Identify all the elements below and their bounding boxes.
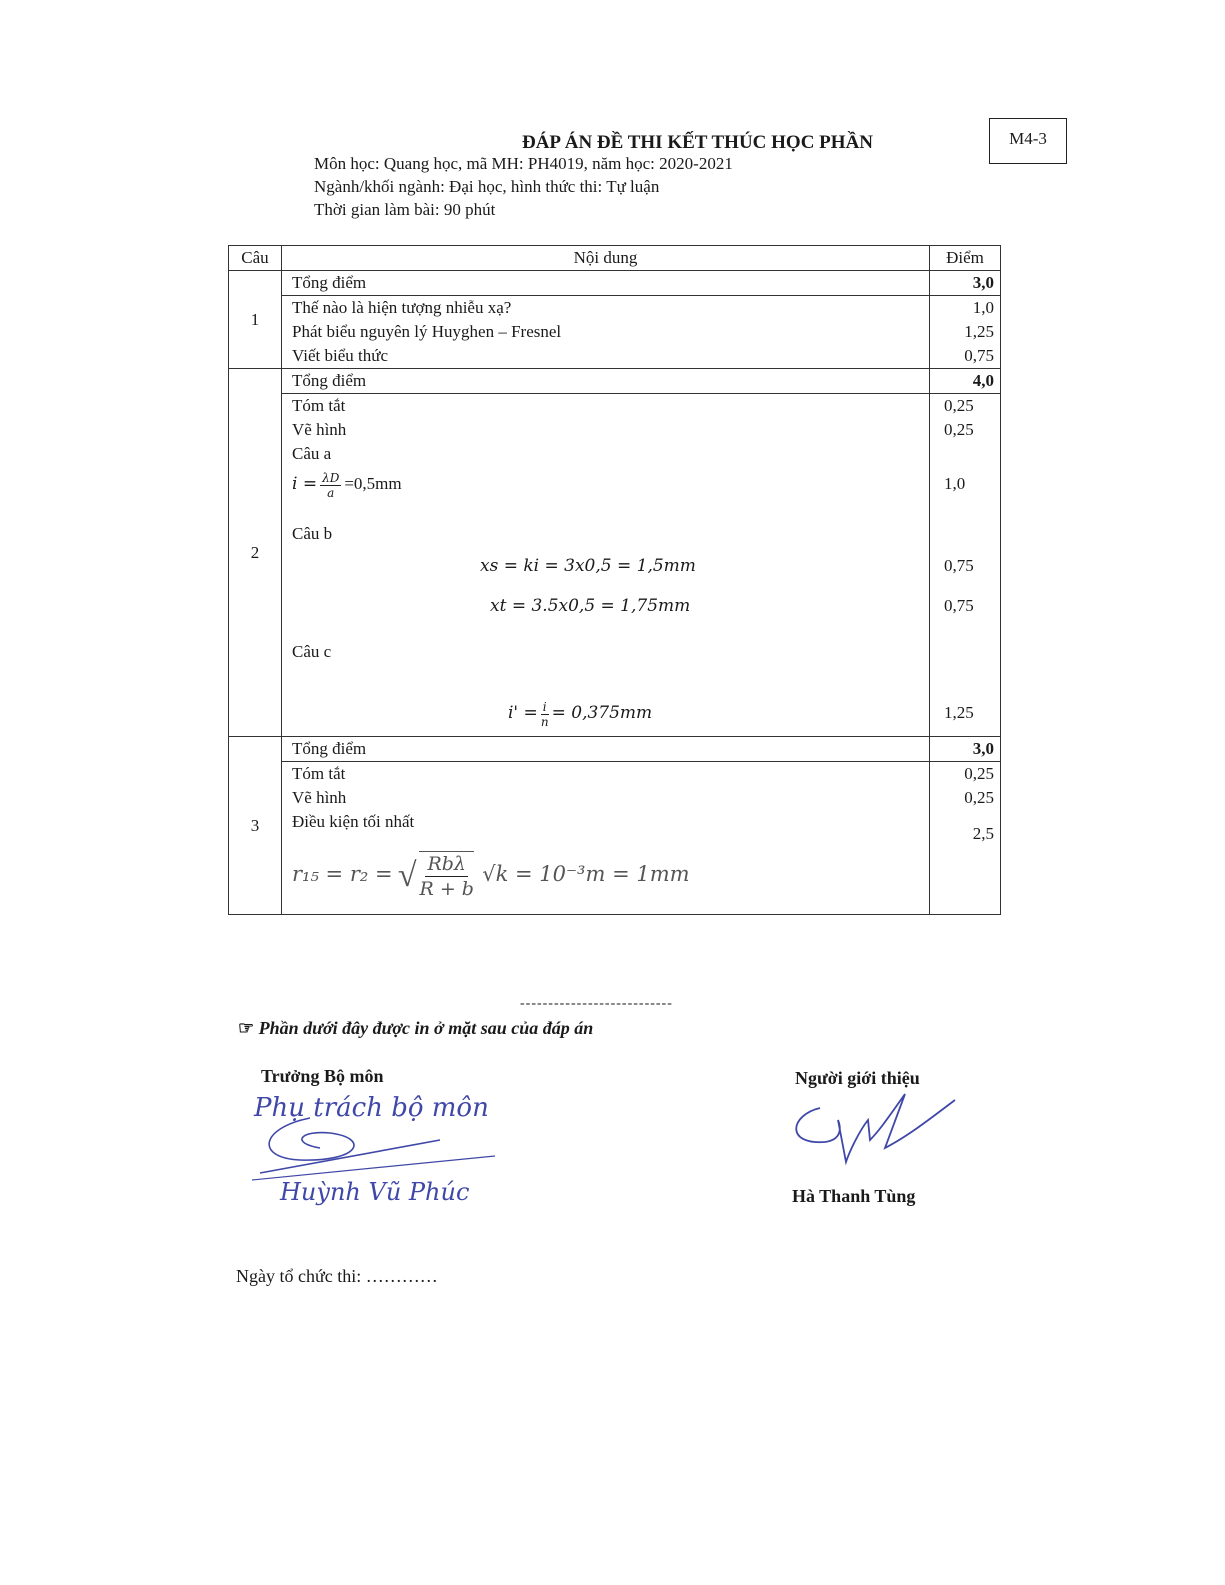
q3-f-rhs: √k = 10⁻³m = 1mm xyxy=(482,862,690,886)
q3-line-1: Tóm tắt xyxy=(292,764,346,783)
q2-fa-num: λD xyxy=(322,470,340,485)
left-handwritten-signature xyxy=(250,1088,510,1218)
left-hw-1: Phụ trách bộ môn xyxy=(254,1093,489,1123)
q2-fa-den: a xyxy=(327,485,335,500)
q3-total-label: Tổng điểm xyxy=(282,737,929,762)
header-points: Điểm xyxy=(930,246,1001,271)
q2-formula-c xyxy=(282,690,929,736)
q2-formula-a xyxy=(282,466,929,502)
q3-points-3: 2,5 xyxy=(972,824,994,843)
q3-total: 3,0 xyxy=(930,737,1000,762)
q3-f-frac xyxy=(419,851,473,901)
table-header-row xyxy=(229,246,1001,271)
q2-formula-b1: xs = ki = 3x0,5 = 1,5mm xyxy=(480,556,696,576)
pointing-hand-icon: ☞ xyxy=(238,1018,255,1038)
q2-fc-frac xyxy=(541,700,549,729)
answer-table xyxy=(228,245,1001,915)
header-content: Nội dung xyxy=(282,246,930,271)
back-side-note xyxy=(238,1018,593,1039)
header-cau: Câu xyxy=(229,246,282,271)
question-1-points xyxy=(930,271,1001,369)
q2-fc-rhs: = 0,375mm xyxy=(551,703,653,723)
back-side-note-text: Phần dưới đây được in ở mặt sau của đáp án xyxy=(258,1018,594,1038)
q2-fa-frac xyxy=(320,471,341,500)
question-2-row xyxy=(229,369,1001,737)
question-3-number: 3 xyxy=(229,737,282,915)
q2-line-2: Vẽ hình xyxy=(292,420,347,439)
q1-points-2: 1,25 xyxy=(964,322,994,341)
q2-points-1: 0,25 xyxy=(944,396,974,415)
q3-line-3: Điều kiện tối nhất xyxy=(292,812,415,831)
q2-fa-lhs: i = xyxy=(292,474,318,494)
q1-line-3: Viết biểu thức xyxy=(292,346,388,365)
q1-total-label: Tổng điểm xyxy=(282,271,929,296)
divider-dashes: --------------------------- xyxy=(520,996,673,1011)
question-3-points xyxy=(930,737,1001,915)
q1-line-2: Phát biểu nguyên lý Huyghen – Fresnel xyxy=(292,322,562,341)
q2-fc-num: i xyxy=(542,699,547,714)
q1-total: 3,0 xyxy=(930,271,1000,296)
q2-points-5: 0,75 xyxy=(944,596,974,615)
title-wrap xyxy=(0,132,1225,154)
right-signature-label: Người giới thiệu xyxy=(795,1068,920,1088)
q2-fa-rhs: =0,5mm xyxy=(344,474,402,493)
q2-total: 4,0 xyxy=(930,369,1000,394)
question-3-row xyxy=(229,737,1001,915)
exam-date-line: Ngày tổ chức thi: ………… xyxy=(236,1266,438,1286)
question-2-content xyxy=(282,369,930,737)
question-2-number: 2 xyxy=(229,369,282,737)
left-signature-label: Trưởng Bộ môn xyxy=(261,1066,384,1086)
q2-points-2: 0,25 xyxy=(944,420,974,439)
q2-line-1: Tóm tắt xyxy=(292,396,346,415)
question-1-row xyxy=(229,271,1001,369)
question-3-content xyxy=(282,737,930,915)
form-code: M4-3 xyxy=(989,118,1067,164)
right-signature-drawing xyxy=(790,1090,960,1180)
q2-points-3: 1,0 xyxy=(944,474,966,493)
q2-fc-lhs: i' = xyxy=(508,703,538,723)
q2-formula-b2: xt = 3.5x0,5 = 1,75mm xyxy=(490,596,691,616)
q2-total-label: Tổng điểm xyxy=(282,369,929,394)
sqrt-icon: √ xyxy=(397,857,417,895)
q3-f-den: R + b xyxy=(419,878,474,901)
subject-line: Môn học: Quang học, mã MH: PH4019, năm học: 2020-2021 xyxy=(314,154,733,173)
right-signer-name: Hà Thanh Tùng xyxy=(792,1186,916,1206)
q3-points-2: 0,25 xyxy=(964,788,994,807)
page-title: ĐÁP ÁN ĐỀ THI KẾT THÚC HỌC PHẦN xyxy=(521,132,874,153)
duration-line: Thời gian làm bài: 90 phút xyxy=(314,200,496,219)
q1-points-1: 1,0 xyxy=(972,298,994,317)
right-handwritten-signature xyxy=(790,1090,960,1180)
q1-points-3: 0,75 xyxy=(964,346,994,365)
question-1-number: 1 xyxy=(229,271,282,369)
q3-points-1: 0,25 xyxy=(964,764,994,783)
q3-f-num: Rbλ xyxy=(427,853,466,876)
q2-line-5: Câu c xyxy=(292,642,332,661)
q3-formula xyxy=(282,834,929,914)
q2-fc-den: n xyxy=(540,714,549,729)
q1-line-1: Thế nào là hiện tượng nhiễu xạ? xyxy=(292,298,512,317)
question-2-points xyxy=(930,369,1001,737)
q2-line-4: Câu b xyxy=(292,524,333,543)
left-hw-2: Huỳnh Vũ Phúc xyxy=(280,1178,470,1206)
major-line: Ngành/khối ngành: Đại học, hình thức thi: Tự luận xyxy=(314,177,660,196)
q2-line-3: Câu a xyxy=(292,444,332,463)
q3-line-2: Vẽ hình xyxy=(292,788,347,807)
left-signature-drawing xyxy=(250,1088,510,1218)
q2-points-6: 1,25 xyxy=(944,703,974,722)
q2-points-4: 0,75 xyxy=(944,556,974,575)
q3-f-lhs: r₁₅ = r₂ = xyxy=(292,862,393,886)
question-1-content xyxy=(282,271,930,369)
